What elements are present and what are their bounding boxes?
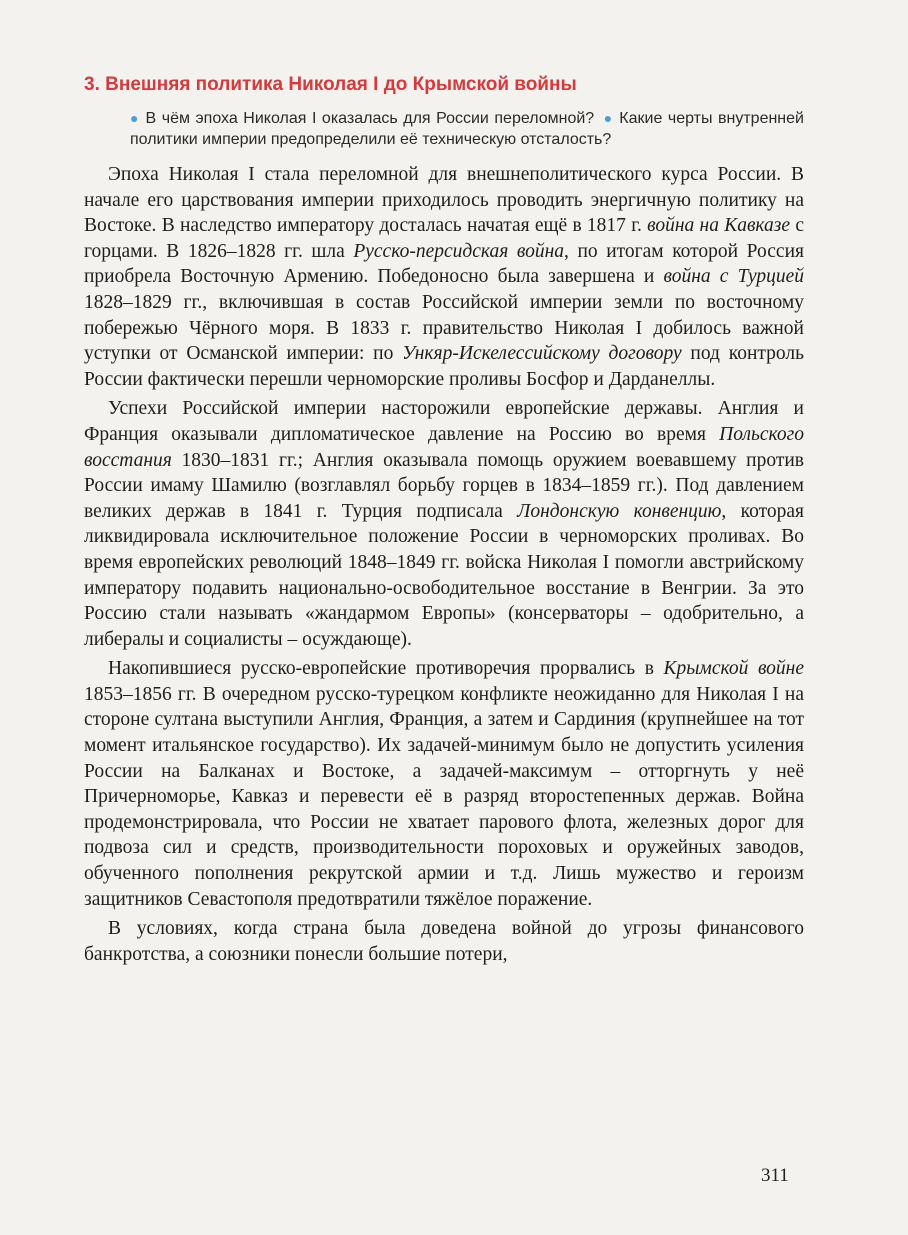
paragraph-1 bbox=[84, 162, 804, 392]
text-run: 1830–1831 гг.; Англия оказывала помощь оружием воевавшему против России имаму Шамилю (возглавлял борьбу горцев в 1834–1859 гг.). Под давлением великих держав в 1841 г. Турция подписала bbox=[84, 449, 804, 522]
section-title: 3. Внешняя политика Николая I до Крымской войны bbox=[84, 74, 577, 95]
review-questions bbox=[84, 108, 804, 150]
question-2: Какие черты внутренней политики империи предопределили её техническую отсталость? bbox=[130, 110, 804, 148]
term: Ункяр-Искелессийскому договору bbox=[402, 343, 682, 365]
paragraph-4 bbox=[84, 916, 804, 967]
question-1: В чём эпоха Николая I оказалась для России переломной? bbox=[145, 110, 595, 127]
term: Лондонскую конвенцию bbox=[517, 500, 722, 522]
text-run: Успехи Российской империи насторожили европейские державы. Англия и Франция оказывали дипломатическое давление на Россию во время bbox=[84, 398, 804, 445]
text-run: , по итогам которой Россия приобрела Восточную Армению. Победоносно была завершена и bbox=[84, 240, 804, 288]
paragraph-2 bbox=[84, 396, 804, 652]
bullet-icon: ● bbox=[130, 110, 140, 126]
text-run: под контроль России фактически перешли черноморские проливы Босфор и Дарданеллы. bbox=[84, 343, 805, 390]
text-run: 1828–1829 гг., включившая в состав Российской империи земли по восточному побережью Чёрного моря. В 1833 г. правительство Николая I добилось важной уступки от Османской империи: по bbox=[84, 291, 804, 365]
text-run: Эпоха Николая I стала переломной для внешнеполитического курса России. В начале его царствования империи приходилось проводить энергичную политику на Востоке. В наследство императору досталась начатая ещё в 1817 г. bbox=[84, 164, 804, 237]
text-run: , которая ликвидировала исключительное положение России в черноморских проливах. Во время европейских революций 1848–1849 гг. войска Николая I помогли австрийскому императору подавить национально-освободительное восстание в Венгрии. За это Россию стали называть «жандармом Европы» (консерваторы – одобрительно, а либералы и социалисты – осуждающе). bbox=[84, 500, 804, 650]
term: война с Турцией bbox=[663, 266, 805, 288]
text-run: 1853–1856 гг. В очередном русско-турецком конфликте неожиданно для Николая I на стороне султана выступили Англия, Франция, а затем и Сардиния (крупнейшее на тот момент итальянское государство). Их задачей-минимум было не допустить усиления России на Балканах и Востоке, а задачей-максимум – отторгнуть у неё Причерноморье, Кавказ и перевести её в разряд второстепенных держав. Война продемонстрировала, что России не хватает парового флота, железных дорог для подвоза сил и средств, производительности пороховых и оружейных заводов, обученного пополнения рекрутской армии и т.д. Лишь мужество и героизм защитников Севастополя предотвратили тяжёлое поражение. bbox=[84, 683, 804, 910]
term: Крымской войне bbox=[663, 658, 804, 680]
textbook-page bbox=[84, 62, 804, 971]
paragraph-3 bbox=[84, 656, 804, 912]
body-text bbox=[84, 162, 804, 967]
text-run: с горцами. В 1826–1828 гг. шла bbox=[84, 215, 805, 262]
text-run: В условиях, когда страна была доведена войной до угрозы финансового банкротства, а союзники понесли большие потери, bbox=[84, 918, 804, 965]
bullet-icon: ● bbox=[603, 110, 614, 126]
term: Русско-персидская война bbox=[353, 240, 565, 262]
text-run: Накопившиеся русско-европейские противоречия прорвались в bbox=[108, 658, 664, 680]
term: война на Кавказе bbox=[647, 215, 791, 237]
page-number: 311 bbox=[761, 1165, 789, 1186]
term: Польского восстания bbox=[84, 423, 804, 471]
